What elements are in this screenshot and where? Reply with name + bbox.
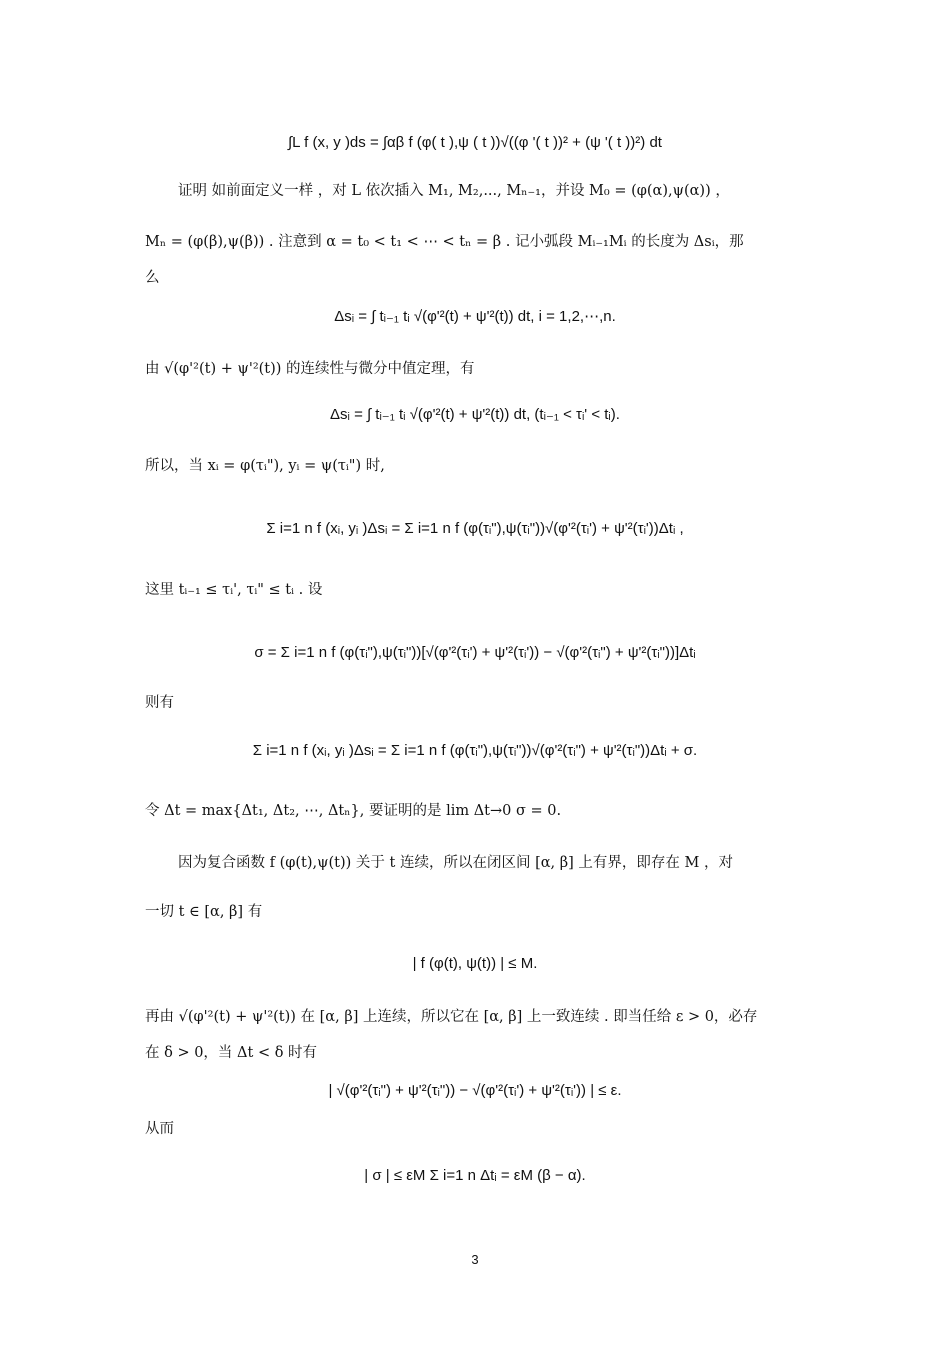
formula-bounded: | f (φ(t), ψ(t)) | ≤ M. (412, 955, 538, 972)
formula-line-integral: ∫L f (x, y )ds = ∫αβ f (φ( t ),ψ ( t ))√((φ '( t ))² + (ψ '( t ))²) dt (288, 134, 662, 151)
formula-mean-value: Δsᵢ = ∫ tᵢ₋₁ tᵢ √(φ'²(t) + ψ'²(t)) dt, (tᵢ₋₁ < τᵢ' < tᵢ). (330, 406, 620, 423)
proof-paragraph-7: 则有 (145, 695, 174, 711)
proof-paragraph-3: 么 (145, 270, 160, 286)
formula-riemann-sum: Σ i=1 n f (xᵢ, yᵢ )Δsᵢ = Σ i=1 n f (φ(τᵢ"),ψ(τᵢ"))√(φ'²(τᵢ') + ψ'²(τᵢ'))Δtᵢ , (266, 520, 684, 537)
proof-paragraph-1: 证明 如前面定义一样 ，对 L 依次插入 M₁, M₂,..., Mₙ₋₁，并设 M₀ = (φ(α),ψ(α)) ， (178, 183, 730, 199)
proof-paragraph-10: 一切 t ∈ [α, β] 有 (145, 904, 263, 920)
proof-paragraph-6: 这里 tᵢ₋₁ ≤ τᵢ', τᵢ" ≤ tᵢ . 设 (145, 582, 323, 598)
proof-paragraph-5: 所以，当 xᵢ = φ(τᵢ"), yᵢ = ψ(τᵢ") 时, (145, 458, 385, 474)
proof-paragraph-8: 令 Δt = max{Δt₁, Δt₂, ⋯, Δtₙ}, 要证明的是 lim Δt→0 σ = 0. (145, 803, 562, 819)
proof-paragraph-2: Mₙ = (φ(β),ψ(β)) . 注意到 α = t₀ < t₁ < ⋯ < tₙ = β . 记小弧段 Mᵢ₋₁Mᵢ 的长度为 Δsᵢ，那 (145, 234, 744, 250)
page-number: 3 (471, 1252, 479, 1267)
proof-paragraph-4: 由 √(φ'²(t) + ψ'²(t)) 的连续性与微分中值定理，有 (145, 361, 475, 377)
proof-paragraph-13: 从而 (145, 1121, 174, 1137)
formula-sigma-bound: | σ | ≤ εM Σ i=1 n Δtᵢ = εM (β − α). (364, 1167, 586, 1184)
proof-paragraph-12: 在 δ > 0，当 Δt < δ 时有 (145, 1045, 318, 1061)
formula-arc-length: Δsᵢ = ∫ tᵢ₋₁ tᵢ √(φ'²(t) + ψ'²(t)) dt, i = 1,2,⋯,n. (334, 308, 616, 325)
formula-sum-plus-sigma: Σ i=1 n f (xᵢ, yᵢ )Δsᵢ = Σ i=1 n f (φ(τᵢ"),ψ(τᵢ"))√(φ'²(τᵢ") + ψ'²(τᵢ"))Δtᵢ + σ. (252, 742, 698, 759)
proof-paragraph-11: 再由 √(φ'²(t) + ψ'²(t)) 在 [α, β] 上连续，所以它在 [α, β] 上一致连续 . 即当任给 ε > 0，必存 (145, 1009, 758, 1025)
proof-paragraph-9: 因为复合函数 f (φ(t),ψ(t)) 关于 t 连续，所以在闭区间 [α, β] 上有界，即存在 M ，对 (178, 855, 733, 871)
formula-sigma-definition: σ = Σ i=1 n f (φ(τᵢ"),ψ(τᵢ"))[√(φ'²(τᵢ') + ψ'²(τᵢ')) − √(φ'²(τᵢ") + ψ'²(τᵢ"))]Δtᵢ (254, 644, 696, 661)
formula-uniform-continuity: | √(φ'²(τᵢ") + ψ'²(τᵢ")) − √(φ'²(τᵢ') + ψ'²(τᵢ')) | ≤ ε. (328, 1082, 622, 1099)
